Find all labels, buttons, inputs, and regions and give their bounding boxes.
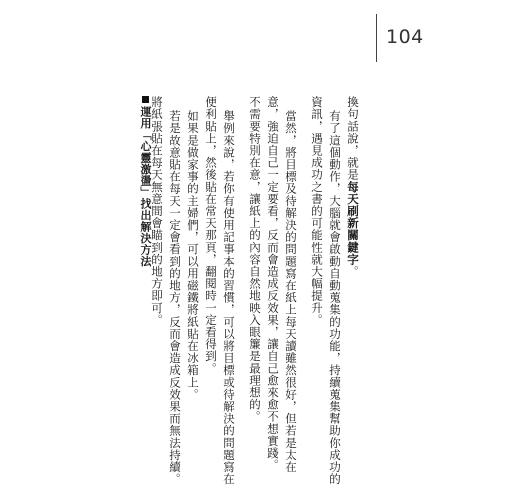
text-plain: 換句話說，就是 bbox=[346, 96, 360, 181]
section-side-title bbox=[137, 96, 153, 267]
side-title-text: 運用「心靈激盪」找出解決方法 bbox=[139, 106, 152, 267]
text-column-10: 若是故意貼在每天一定會看到的地方，反而會造成反效果而無法持續。 bbox=[168, 110, 182, 486]
square-bullet-icon bbox=[142, 96, 149, 103]
header-divider bbox=[376, 14, 377, 62]
text-column-5: 意，強迫自己一定要看，反而會造成反效果，讓自己愈來愈不想實踐。 bbox=[266, 96, 280, 472]
text-column-3: 資訊，遇見成功之書的可能性就大幅提升。 bbox=[310, 96, 324, 326]
text-column-9: 如果是做家事的主婦們，可以用磁鐵將紙貼在冰箱上。 bbox=[186, 110, 200, 401]
text-column-6: 不需要特別在意，讓紙上的內容自然地映入眼簾是最理想的。 bbox=[248, 96, 262, 423]
text-column-4: 當然，將目標及待解決的問題寫在紙上每天讀雖然很好，但若是太在 bbox=[284, 110, 298, 473]
text-plain: 。 bbox=[346, 265, 360, 278]
text-column-1 bbox=[346, 96, 360, 278]
text-column-2: 有了這個動作，大腦就會啟動自動蒐集的功能，持續蒐集幫助你成功的 bbox=[328, 110, 342, 486]
text-column-8: 便利貼上，然後貼在常天那頁，翻閱時一定看得到。 bbox=[204, 96, 218, 375]
keyword-emphasis: 每天刷新關鍵字 bbox=[346, 180, 360, 266]
page-number: 104 bbox=[386, 26, 424, 48]
text-column-7: 舉例來說，若你有使用記事本的習慣，可以將目標或待解決的問題寫在 bbox=[222, 110, 236, 486]
text-column-11: 將紙張貼在每天無意間會瞄到的地方即可。 bbox=[150, 96, 164, 326]
